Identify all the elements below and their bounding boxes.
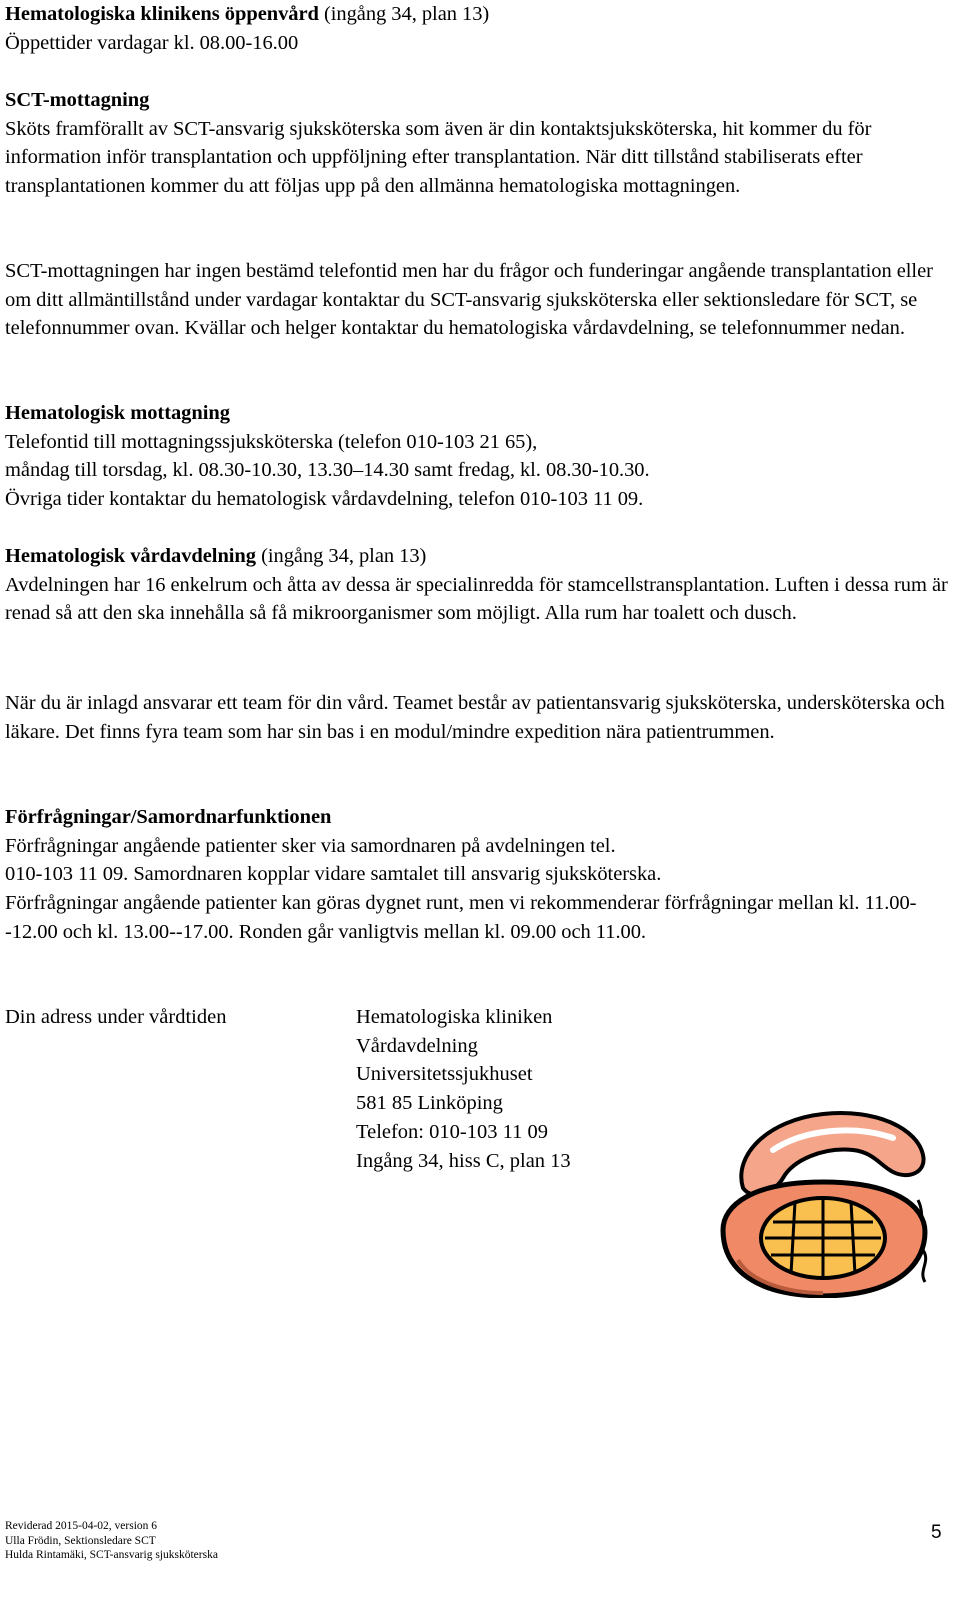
- address-line: Telefon: 010-103 11 09: [356, 1120, 548, 1143]
- page-number: 5: [931, 1522, 942, 1543]
- vardavdelning-paragraph-2: När du är inlagd ansvarar ett team för din vård. Teamet består av patientansvarig sjuksköterska, undersköterska och läkare. Det finns fyra team som har sin bas i en modul/mindre expedition nära patientrummen.: [5, 692, 945, 743]
- mottagning-section: [5, 399, 950, 514]
- address-line: Ingång 34, hiss C, plan 13: [356, 1149, 571, 1172]
- forfragningar-line-2: 010-103 11 09. Samordnaren kopplar vidare samtalet till ansvarig sjuksköterska.: [5, 863, 662, 886]
- sct-paragraph-1: Sköts framförallt av SCT-ansvarig sjuksköterska som även är din kontaktsjuksköterska, hit kommer du för information inför transplantation och uppföljning efter transplantation. När ditt tillstånd stabiliserats efter transplantationen kommer du att följas upp på den allmänna hematologiska mottagningen.: [5, 117, 872, 198]
- address-line: Universitetssjukhuset: [356, 1063, 533, 1086]
- vardavdelning-section-2: [5, 689, 950, 746]
- vardavdelning-section: [5, 542, 950, 628]
- opening-hours: Öppettider vardagar kl. 08.00-16.00: [5, 31, 299, 54]
- forfragningar-section: [5, 803, 950, 947]
- forfragningar-line-1: Förfrågningar angående patienter sker via samordnaren på avdelningen tel.: [5, 834, 616, 857]
- intro-heading-suffix: (ingång 34, plan 13): [318, 3, 490, 25]
- mottagning-heading: Hematologisk mottagning: [5, 402, 230, 424]
- intro-section: [5, 0, 950, 57]
- vardavdelning-heading: Hematologisk vårdavdelning: [5, 545, 256, 567]
- mottagning-line-3: Övriga tider kontaktar du hematologisk vårdavdelning, telefon 010-103 11 09.: [5, 488, 644, 511]
- address-label: Din adress under vårdtiden: [5, 1006, 227, 1028]
- footer: [5, 1519, 218, 1563]
- address-line: 581 85 Linköping: [356, 1092, 503, 1115]
- footer-line: Hulda Rintamäki, SCT-ansvarig sjuksköterska: [5, 1549, 218, 1561]
- vardavdelning-paragraph-1: Avdelningen har 16 enkelrum och åtta av dessa är specialinredda för stamcellstransplantation. Luften i dessa rum är renad så att den ska innehålla så få mikroorganismer som möjligt. Alla rum har toalett och dusch.: [5, 573, 948, 625]
- intro-heading: Hematologiska klinikens öppenvård: [5, 3, 319, 25]
- address-block: [356, 1003, 571, 1175]
- forfragningar-paragraph: Förfrågningar angående patienter kan göras dygnet runt, men vi rekommenderar förfrågningar mellan kl. 11.00--12.00 och kl. 13.00--17.00. Ronden går vanligtvis mellan kl. 09.00 och 11.00.: [5, 892, 917, 943]
- mottagning-line-1: Telefontid till mottagningssjuksköterska (telefon 010-103 21 65),: [5, 430, 538, 453]
- address-line: Hematologiska kliniken: [356, 1006, 553, 1028]
- vardavdelning-heading-suffix: (ingång 34, plan 13): [256, 545, 427, 567]
- sct-heading: SCT-mottagning: [5, 89, 150, 111]
- sct-section: [5, 86, 950, 201]
- intro-heading-line: [5, 0, 950, 29]
- telephone-icon: [713, 1110, 935, 1298]
- forfragningar-heading: Förfrågningar/Samordnarfunktionen: [5, 806, 332, 828]
- sct-section-2: [5, 257, 950, 343]
- footer-line: Ulla Frödin, Sektionsledare SCT: [5, 1534, 156, 1547]
- mottagning-line-2: måndag till torsdag, kl. 08.30-10.30, 13.30–14.30 samt fredag, kl. 08.30-10.30.: [5, 459, 650, 482]
- vardavdelning-heading-line: [5, 542, 950, 571]
- footer-line: Reviderad 2015-04-02, version 6: [5, 1520, 158, 1532]
- sct-paragraph-2: SCT-mottagningen har ingen bestämd telefontid men har du frågor och funderingar angående transplantation eller om ditt allmäntillstånd under vardagar kontaktar du SCT-ansvarig sjuksköterska eller sektionsledare för SCT, se telefonnummer ovan. Kvällar och helger kontaktar du hematologiska vårdavdelning, se telefonnummer nedan.: [5, 260, 933, 340]
- address-line: Vårdavdelning: [356, 1034, 478, 1057]
